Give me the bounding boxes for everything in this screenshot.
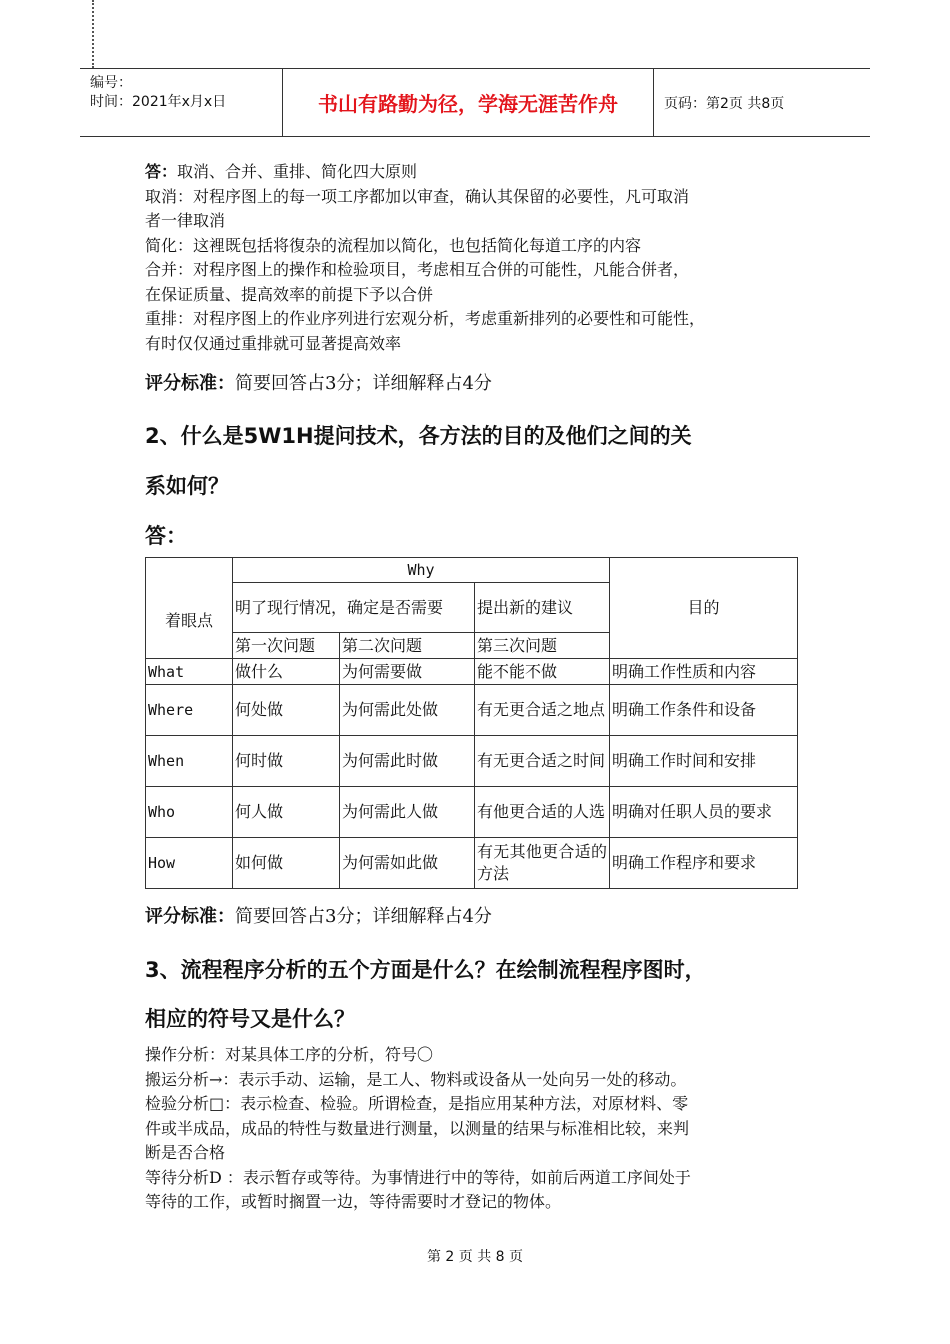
page-footer: 第 2 页 共 8 页 <box>426 1249 524 1265</box>
row-cell: 为何需要做 <box>340 659 475 685</box>
row-cell: 做什么 <box>233 659 340 685</box>
scoring-1 <box>145 372 825 397</box>
header-info <box>80 69 283 136</box>
5w1h-table <box>145 557 798 889</box>
document-number: 编号： <box>90 75 132 91</box>
row-cell: 何处做 <box>233 685 340 736</box>
answer-3-line: 检验分析□：表示检查、检验。所谓检查，是指应用某种方法，对原材料、零 <box>145 1094 689 1113</box>
scoring-label: 评分标准： <box>145 906 235 927</box>
answer-1 <box>145 160 825 356</box>
answer-1-line: 有时仅仅通过重排就可显著提高效率 <box>145 333 402 353</box>
answer-2-label: 答： <box>145 524 187 548</box>
scoring-2 <box>145 905 825 930</box>
row-cell: 为何需此时做 <box>340 736 475 787</box>
row-cell: 何人做 <box>233 787 340 838</box>
row-cell: 有无更合适之时间 <box>475 736 610 787</box>
q2-header: 第二次问题 <box>340 633 475 659</box>
row-cell: 为何需此处做 <box>340 685 475 736</box>
row-key: When <box>146 736 233 787</box>
page-header <box>80 68 870 137</box>
answer-3-line: 件或半成品，成品的特性与数量进行测量，以测量的结果与标准相比较，来判 <box>145 1118 690 1138</box>
q3-header: 第三次问题 <box>475 633 610 659</box>
answer-3 <box>145 1043 825 1215</box>
row-key: How <box>146 838 233 889</box>
row-key: Where <box>146 685 233 736</box>
answer-1-line: 在保证质量、提高效率的前提下予以合併 <box>145 284 434 304</box>
binding-dotted-line <box>92 0 94 68</box>
row-cell: 明确工作条件和设备 <box>610 685 798 736</box>
row-cell: 何时做 <box>233 736 340 787</box>
table-row <box>146 659 798 685</box>
header-motto: 书山有路勤为径，学海无涯苦作舟 <box>283 69 654 136</box>
question-2-line-1: 2、什么是5W1H提问技术，各方法的目的及他们之间的关 <box>145 424 692 448</box>
row-cell: 有无其他更合适的方法 <box>475 838 610 889</box>
answer-1-line: 取消：对程序图上的每一项工序都加以审查，确认其保留的必要性，凡可取消 <box>145 186 690 206</box>
question-3-line-2: 相应的符号又是什么？ <box>145 1007 355 1031</box>
propose-header: 提出新的建议 <box>475 583 610 633</box>
answer-1-line: 重排：对程序图上的作业序列进行宏观分析，考虑重新排列的必要性和可能性， <box>145 309 706 328</box>
clarify-header: 明了现行情况，确定是否需要 <box>233 583 475 633</box>
answer-1-line: 合并：对程序图上的操作和检验项目，考虑相互合併的可能性，凡能合併者， <box>145 260 690 279</box>
row-cell: 如何做 <box>233 838 340 889</box>
answer-1-line: 简化：这裡既包括将復杂的流程加以简化，也包括简化每道工序的内容 <box>145 235 642 255</box>
document-date: 时间：2021年x月x日 <box>90 94 227 110</box>
table-row <box>146 787 798 838</box>
answer-3-line: 等待的工作，或暂时搁置一边，等待需要时才登记的物体。 <box>145 1192 562 1211</box>
row-cell: 有无更合适之地点 <box>475 685 610 736</box>
answer-3-line: 断是否合格 <box>145 1143 226 1162</box>
header-page-number: 页码：第2页 共8页 <box>664 95 785 112</box>
scoring-text: 简要回答占3分；详细解释占4分 <box>235 906 492 927</box>
table-row <box>146 838 798 889</box>
row-cell: 明确工作时间和安排 <box>610 736 798 787</box>
answer-1-intro: 答：取消、合并、重排、简化四大原则 <box>145 162 418 181</box>
table-row <box>146 736 798 787</box>
question-3-line-1: 3、流程程序分析的五个方面是什么？在绘制流程程序图时， <box>145 958 706 982</box>
answer-1-line: 者一律取消 <box>145 211 226 230</box>
why-header: Why <box>233 558 610 583</box>
purpose-header: 目的 <box>610 558 798 659</box>
row-cell: 有他更合适的人选 <box>475 787 610 838</box>
row-cell: 明确对任职人员的要求 <box>610 787 798 838</box>
row-cell: 明确工作性质和内容 <box>610 659 798 685</box>
q1-header: 第一次问题 <box>233 633 340 659</box>
scoring-label: 评分标准： <box>145 373 235 394</box>
row-cell: 明确工作程序和要求 <box>610 838 798 889</box>
table-row <box>146 685 798 736</box>
answer-3-line: 等待分析D ：表示暂存或等待。为事情进行中的等待，如前后两道工序间处于 <box>145 1167 691 1187</box>
answer-3-line: 搬运分析→：表示手动、运输，是工人、物料或设备从一处向另一处的移动。 <box>145 1069 687 1089</box>
row-cell: 为何需如此做 <box>340 838 475 889</box>
row-cell: 为何需此人做 <box>340 787 475 838</box>
answer-3-line: 操作分析：对某具体工序的分析，符号〇 <box>145 1045 434 1064</box>
scoring-text: 简要回答占3分；详细解释占4分 <box>235 373 492 394</box>
row-key: What <box>146 659 233 685</box>
row-cell: 能不能不做 <box>475 659 610 685</box>
row-key: Who <box>146 787 233 838</box>
question-2-line-2: 系如何？ <box>145 474 229 498</box>
focus-header: 着眼点 <box>146 558 233 659</box>
